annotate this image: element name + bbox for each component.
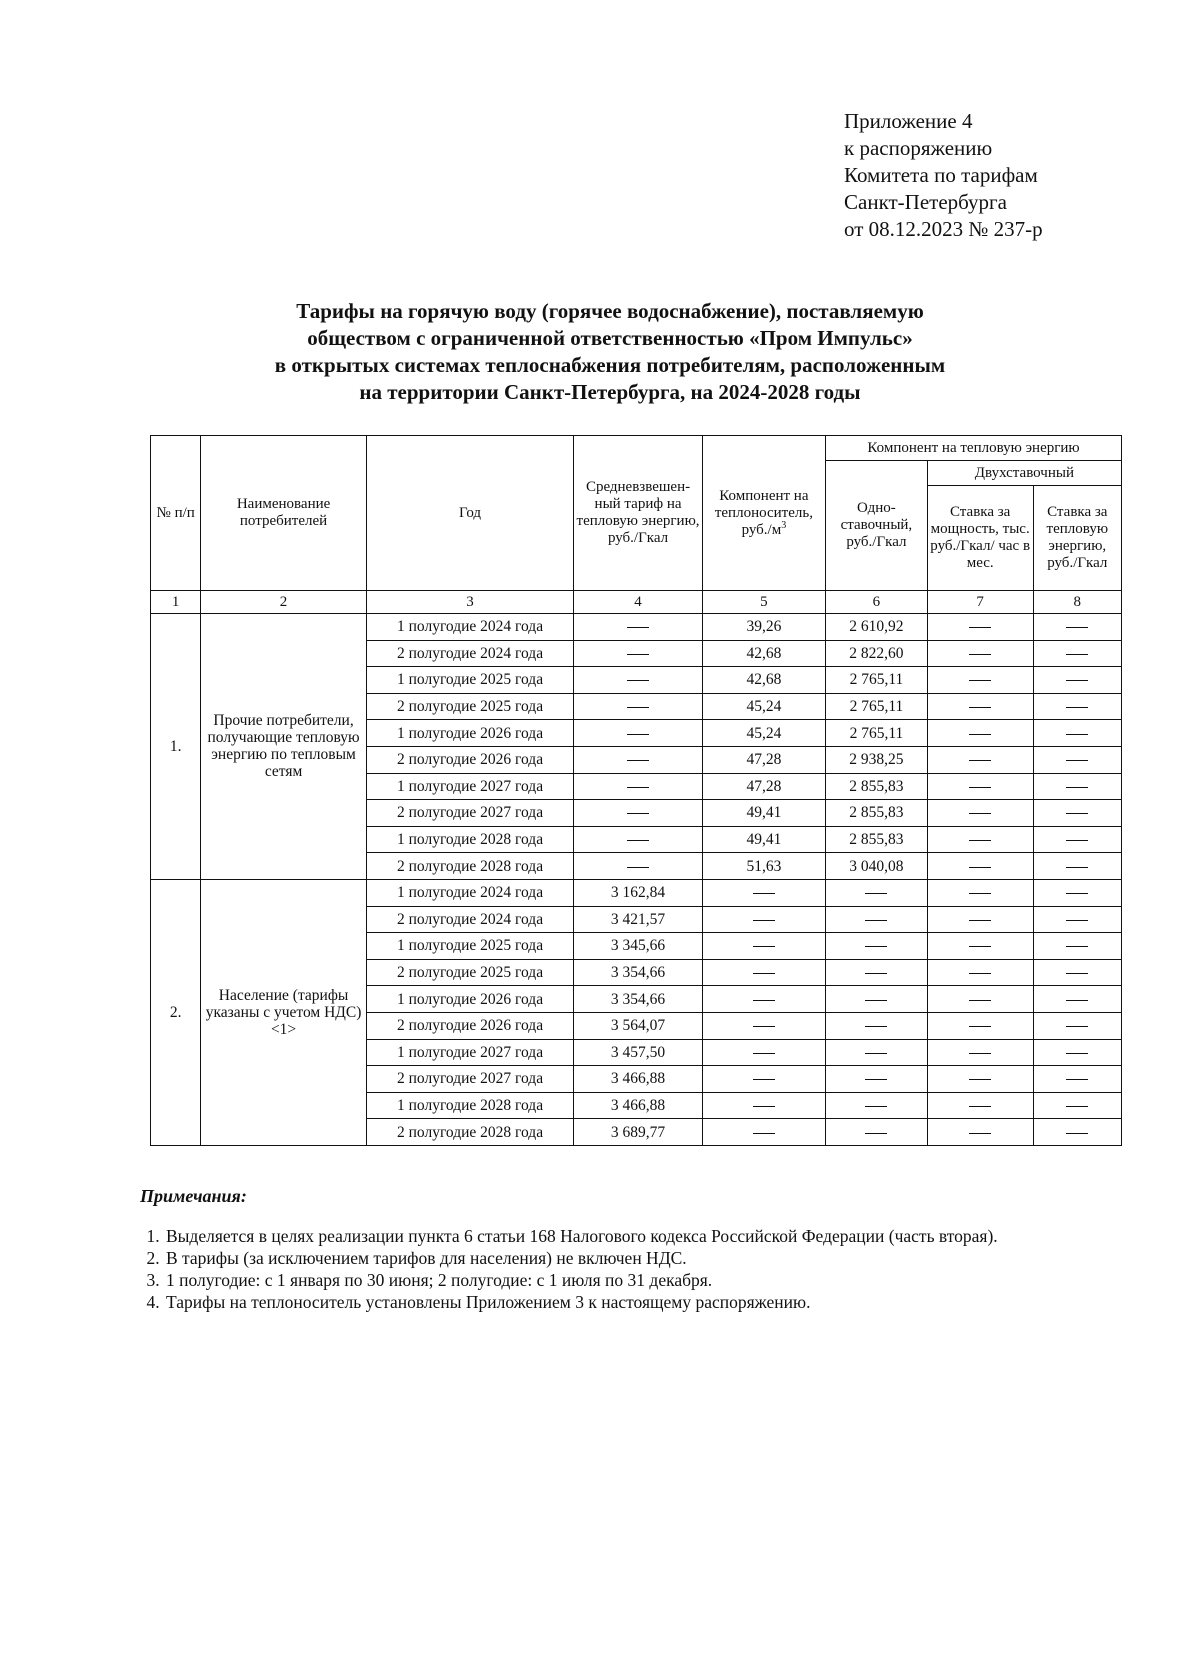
dash-cell xyxy=(574,826,702,853)
period-cell: 2 полугодие 2024 года xyxy=(366,906,574,933)
dash-cell xyxy=(702,906,825,933)
dash-mark xyxy=(865,1133,887,1134)
dash-cell xyxy=(702,1012,825,1039)
dash-cell xyxy=(1033,773,1121,800)
dash-cell xyxy=(574,773,702,800)
dash-mark xyxy=(1066,760,1088,761)
dash-mark xyxy=(969,973,991,974)
dash-cell xyxy=(927,906,1033,933)
dash-cell xyxy=(826,1012,928,1039)
dash-cell xyxy=(1033,800,1121,827)
dash-cell xyxy=(574,720,702,747)
value-cell: 49,41 xyxy=(702,800,825,827)
dash-mark xyxy=(865,893,887,894)
dash-mark xyxy=(753,1106,775,1107)
period-cell: 2 полугодие 2028 года xyxy=(366,853,574,880)
period-cell: 1 полугодие 2027 года xyxy=(366,1039,574,1066)
appendix-line: к распоряжению xyxy=(844,136,993,160)
dash-mark xyxy=(1066,707,1088,708)
value-cell: 3 466,88 xyxy=(574,1066,702,1093)
dash-cell xyxy=(574,800,702,827)
dash-mark xyxy=(969,1133,991,1134)
dash-cell xyxy=(574,746,702,773)
dash-cell xyxy=(1033,933,1121,960)
value-cell: 3 354,66 xyxy=(574,959,702,986)
dash-mark xyxy=(969,1053,991,1054)
header-consumer: Наименование потребителей xyxy=(201,436,366,591)
dash-cell xyxy=(826,986,928,1013)
dash-mark xyxy=(1066,1000,1088,1001)
column-number: 6 xyxy=(826,591,928,614)
dash-cell xyxy=(826,879,928,906)
period-cell: 1 полугодие 2027 года xyxy=(366,773,574,800)
dash-mark xyxy=(1066,840,1088,841)
header-year: Год xyxy=(366,436,574,591)
dash-mark xyxy=(969,707,991,708)
value-cell: 3 689,77 xyxy=(574,1119,702,1146)
dash-mark xyxy=(865,920,887,921)
dash-cell xyxy=(927,1092,1033,1119)
dash-cell xyxy=(927,1039,1033,1066)
dash-mark xyxy=(969,920,991,921)
period-cell: 1 полугодие 2028 года xyxy=(366,826,574,853)
dash-mark xyxy=(969,734,991,735)
dash-mark xyxy=(865,973,887,974)
value-cell: 2 765,11 xyxy=(826,693,928,720)
dash-cell xyxy=(927,826,1033,853)
period-cell: 2 полугодие 2026 года xyxy=(366,746,574,773)
value-cell: 3 421,57 xyxy=(574,906,702,933)
dash-cell xyxy=(1033,906,1121,933)
value-cell: 2 822,60 xyxy=(826,640,928,667)
value-cell: 51,63 xyxy=(702,853,825,880)
title-line: Тарифы на горячую воду (горячее водоснабжение), поставляемую xyxy=(296,299,924,323)
dash-mark xyxy=(969,627,991,628)
dash-mark xyxy=(1066,627,1088,628)
column-number: 2 xyxy=(201,591,366,614)
table-row xyxy=(151,614,1122,641)
dash-mark xyxy=(753,946,775,947)
tariff-table xyxy=(150,435,1122,1146)
dash-cell xyxy=(1033,667,1121,694)
notes-section xyxy=(140,1185,1140,1313)
dash-cell xyxy=(927,986,1033,1013)
dash-mark xyxy=(969,946,991,947)
appendix-line: Санкт-Петербурга xyxy=(844,190,1007,214)
dash-mark xyxy=(1066,680,1088,681)
dash-mark xyxy=(1066,1026,1088,1027)
column-number: 7 xyxy=(927,591,1033,614)
header-carrier-component xyxy=(702,436,825,591)
note-item: 2. В тарифы (за исключением тарифов для населения) не включен НДС. xyxy=(164,1247,1140,1269)
header-carrier-sup: 3 xyxy=(781,519,787,531)
title-line: в открытых системах теплоснабжения потребителям, расположенным xyxy=(274,353,946,377)
dash-cell xyxy=(826,933,928,960)
value-cell: 45,24 xyxy=(702,693,825,720)
column-number: 1 xyxy=(151,591,201,614)
dash-cell xyxy=(927,879,1033,906)
dash-mark xyxy=(1066,654,1088,655)
period-cell: 2 полугодие 2024 года xyxy=(366,640,574,667)
dash-cell xyxy=(702,1066,825,1093)
value-cell: 2 938,25 xyxy=(826,746,928,773)
dash-mark xyxy=(753,1053,775,1054)
row-number: 2. xyxy=(151,879,201,1145)
header-heat-component: Компонент на тепловую энергию xyxy=(826,436,1122,461)
appendix-line: Приложение 4 xyxy=(844,109,973,133)
dash-cell xyxy=(574,693,702,720)
dash-cell xyxy=(927,667,1033,694)
dash-cell xyxy=(927,773,1033,800)
note-item: 1. Выделяется в целях реализации пункта 6 статьи 168 Налогового кодекса Российской Федерации (часть вторая). xyxy=(164,1225,1140,1247)
note-item: 3. 1 полугодие: с 1 января по 30 июня; 2 полугодие: с 1 июля по 31 декабря. xyxy=(164,1269,1140,1291)
column-number: 4 xyxy=(574,591,702,614)
column-number: 5 xyxy=(702,591,825,614)
dash-mark xyxy=(627,680,649,681)
dash-mark xyxy=(627,760,649,761)
dash-cell xyxy=(574,853,702,880)
period-cell: 1 полугодие 2025 года xyxy=(366,933,574,960)
value-cell: 2 855,83 xyxy=(826,773,928,800)
dash-cell xyxy=(1033,1039,1121,1066)
dash-cell xyxy=(1033,853,1121,880)
dash-cell xyxy=(826,1092,928,1119)
dash-cell xyxy=(927,1012,1033,1039)
title-line: на территории Санкт-Петербурга, на 2024-2028 годы xyxy=(359,380,861,404)
value-cell: 39,26 xyxy=(702,614,825,641)
dash-mark xyxy=(753,920,775,921)
dash-mark xyxy=(969,760,991,761)
dash-cell xyxy=(702,986,825,1013)
dash-cell xyxy=(1033,614,1121,641)
value-cell: 45,24 xyxy=(702,720,825,747)
dash-mark xyxy=(627,840,649,841)
dash-cell xyxy=(826,1119,928,1146)
dash-mark xyxy=(865,946,887,947)
header-carrier-text: Компонент на теплоноситель, руб./м xyxy=(714,487,813,538)
row-number: 1. xyxy=(151,614,201,880)
dash-cell xyxy=(927,959,1033,986)
period-cell: 2 полугодие 2026 года xyxy=(366,1012,574,1039)
value-cell: 42,68 xyxy=(702,667,825,694)
dash-mark xyxy=(969,840,991,841)
value-cell: 3 354,66 xyxy=(574,986,702,1013)
dash-cell xyxy=(1033,693,1121,720)
period-cell: 1 полугодие 2025 года xyxy=(366,667,574,694)
dash-mark xyxy=(1066,734,1088,735)
header-energy-rate: Ставка за тепловую энергию, руб./Гкал xyxy=(1033,486,1121,591)
period-cell: 1 полугодие 2026 года xyxy=(366,986,574,1013)
dash-mark xyxy=(969,1026,991,1027)
period-cell: 1 полугодие 2024 года xyxy=(366,879,574,906)
column-number: 8 xyxy=(1033,591,1121,614)
dash-mark xyxy=(865,1026,887,1027)
dash-cell xyxy=(826,1039,928,1066)
appendix-line: Комитета по тарифам xyxy=(844,163,1038,187)
dash-cell xyxy=(702,959,825,986)
dash-mark xyxy=(1066,1053,1088,1054)
dash-mark xyxy=(627,707,649,708)
dash-cell xyxy=(927,933,1033,960)
dash-mark xyxy=(1066,1106,1088,1107)
period-cell: 1 полугодие 2026 года xyxy=(366,720,574,747)
value-cell: 3 162,84 xyxy=(574,879,702,906)
dash-cell xyxy=(927,693,1033,720)
dash-mark xyxy=(753,1133,775,1134)
notes-title: Примечания: xyxy=(140,1186,247,1206)
dash-mark xyxy=(1066,1079,1088,1080)
header-weighted-tariff: Средневзвешен-ный тариф на тепловую энергию, руб./Гкал xyxy=(574,436,702,591)
value-cell: 2 765,11 xyxy=(826,720,928,747)
dash-cell xyxy=(1033,1066,1121,1093)
column-number: 3 xyxy=(366,591,574,614)
dash-mark xyxy=(627,813,649,814)
dash-mark xyxy=(969,680,991,681)
dash-mark xyxy=(1066,973,1088,974)
dash-mark xyxy=(969,1079,991,1080)
value-cell: 3 040,08 xyxy=(826,853,928,880)
dash-cell xyxy=(927,720,1033,747)
dash-cell xyxy=(1033,959,1121,986)
dash-cell xyxy=(574,667,702,694)
dash-mark xyxy=(627,787,649,788)
value-cell: 3 345,66 xyxy=(574,933,702,960)
dash-cell xyxy=(927,1066,1033,1093)
dash-cell xyxy=(927,640,1033,667)
dash-cell xyxy=(702,1092,825,1119)
dash-cell xyxy=(702,1039,825,1066)
period-cell: 2 полугодие 2025 года xyxy=(366,693,574,720)
dash-mark xyxy=(1066,920,1088,921)
dash-mark xyxy=(969,1000,991,1001)
dash-cell xyxy=(1033,1012,1121,1039)
dash-cell xyxy=(702,933,825,960)
header-two-rate: Двухставочный xyxy=(927,461,1121,486)
consumer-name: Прочие потребители, получающие тепловую энергию по тепловым сетям xyxy=(201,614,366,880)
dash-mark xyxy=(865,1079,887,1080)
dash-cell xyxy=(826,1066,928,1093)
value-cell: 2 855,83 xyxy=(826,800,928,827)
dash-cell xyxy=(927,746,1033,773)
header-num: № п/п xyxy=(151,436,201,591)
value-cell: 2 765,11 xyxy=(826,667,928,694)
dash-cell xyxy=(927,614,1033,641)
dash-mark xyxy=(865,1000,887,1001)
period-cell: 1 полугодие 2028 года xyxy=(366,1092,574,1119)
dash-cell xyxy=(1033,879,1121,906)
table-header xyxy=(151,436,1122,614)
dash-mark xyxy=(969,813,991,814)
value-cell: 49,41 xyxy=(702,826,825,853)
dash-mark xyxy=(627,867,649,868)
dash-cell xyxy=(826,906,928,933)
dash-mark xyxy=(1066,893,1088,894)
period-cell: 2 полугодие 2027 года xyxy=(366,1066,574,1093)
dash-cell xyxy=(1033,640,1121,667)
dash-cell xyxy=(927,853,1033,880)
value-cell: 47,28 xyxy=(702,746,825,773)
note-item: 4. Тарифы на теплоноситель установлены Приложением 3 к настоящему распоряжению. xyxy=(164,1291,1140,1313)
dash-mark xyxy=(753,1079,775,1080)
dash-cell xyxy=(702,879,825,906)
appendix-line: от 08.12.2023 № 237-р xyxy=(844,217,1043,241)
value-cell: 47,28 xyxy=(702,773,825,800)
period-cell: 2 полугодие 2028 года xyxy=(366,1119,574,1146)
dash-mark xyxy=(1066,867,1088,868)
appendix-block xyxy=(844,108,1043,243)
dash-mark xyxy=(753,893,775,894)
dash-cell xyxy=(1033,986,1121,1013)
dash-mark xyxy=(1066,787,1088,788)
dash-mark xyxy=(1066,946,1088,947)
period-cell: 2 полугодие 2027 года xyxy=(366,800,574,827)
dash-cell xyxy=(927,1119,1033,1146)
dash-mark xyxy=(969,1106,991,1107)
dash-mark xyxy=(753,1026,775,1027)
value-cell: 2 855,83 xyxy=(826,826,928,853)
dash-cell xyxy=(574,640,702,667)
dash-mark xyxy=(865,1106,887,1107)
value-cell: 3 466,88 xyxy=(574,1092,702,1119)
table-row xyxy=(151,879,1122,906)
notes-list xyxy=(140,1225,1140,1313)
header-capacity-rate: Ставка за мощность, тыс. руб./Гкал/ час в мес. xyxy=(927,486,1033,591)
value-cell: 3 457,50 xyxy=(574,1039,702,1066)
value-cell: 42,68 xyxy=(702,640,825,667)
dash-mark xyxy=(969,787,991,788)
dash-cell xyxy=(1033,1092,1121,1119)
value-cell: 2 610,92 xyxy=(826,614,928,641)
dash-cell xyxy=(1033,826,1121,853)
period-cell: 2 полугодие 2025 года xyxy=(366,959,574,986)
dash-cell xyxy=(826,959,928,986)
dash-cell xyxy=(927,800,1033,827)
dash-cell xyxy=(1033,746,1121,773)
title-line: обществом с ограниченной ответственностью «Пром Импульс» xyxy=(307,326,913,350)
consumer-name: Население (тарифы указаны с учетом НДС) <1> xyxy=(201,879,366,1145)
dash-cell xyxy=(1033,720,1121,747)
dash-mark xyxy=(865,1053,887,1054)
dash-mark xyxy=(969,893,991,894)
dash-mark xyxy=(627,654,649,655)
dash-mark xyxy=(753,973,775,974)
period-cell: 1 полугодие 2024 года xyxy=(366,614,574,641)
header-single-rate: Одно-ставочный, руб./Гкал xyxy=(826,461,928,591)
dash-mark xyxy=(753,1000,775,1001)
dash-cell xyxy=(1033,1119,1121,1146)
document-title xyxy=(140,298,1080,406)
value-cell: 3 564,07 xyxy=(574,1012,702,1039)
dash-mark xyxy=(969,654,991,655)
dash-mark xyxy=(1066,813,1088,814)
dash-cell xyxy=(702,1119,825,1146)
dash-mark xyxy=(1066,1133,1088,1134)
table-body xyxy=(151,614,1122,1146)
dash-mark xyxy=(969,867,991,868)
dash-mark xyxy=(627,734,649,735)
dash-mark xyxy=(627,627,649,628)
column-numbers-row xyxy=(151,591,1122,614)
dash-cell xyxy=(574,614,702,641)
